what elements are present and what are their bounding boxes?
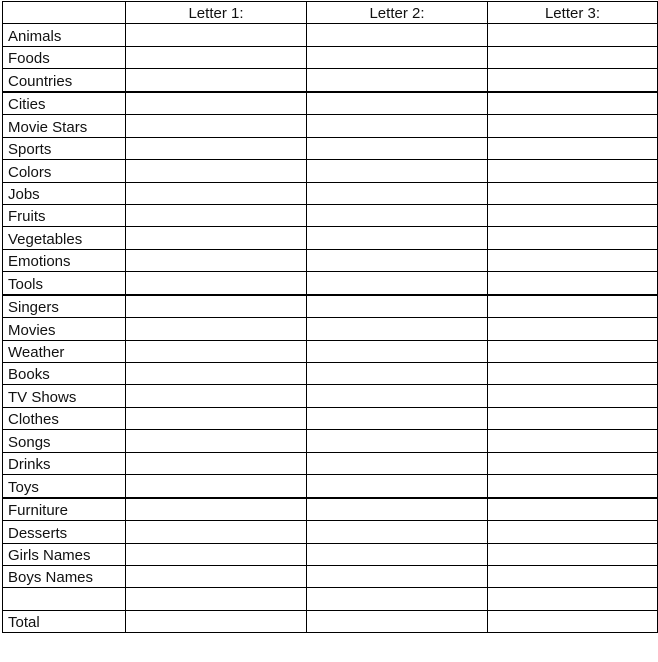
answer-cell-letter-3[interactable] [488, 137, 658, 159]
answer-cell-letter-1[interactable] [126, 204, 307, 226]
answer-cell-letter-1[interactable] [126, 498, 307, 521]
category-label [3, 588, 126, 610]
header-letter-2: Letter 2: [307, 2, 488, 24]
answer-cell-letter-3[interactable] [488, 430, 658, 452]
category-label: Toys [3, 475, 126, 498]
answer-cell-letter-2[interactable] [307, 521, 488, 543]
answer-cell-letter-1[interactable] [126, 610, 307, 632]
answer-cell-letter-3[interactable] [488, 249, 658, 271]
answer-cell-letter-3[interactable] [488, 160, 658, 182]
table-row [3, 227, 658, 249]
table-row [3, 295, 658, 318]
category-label: Emotions [3, 249, 126, 271]
category-label: Colors [3, 160, 126, 182]
header-letter-3: Letter 3: [488, 2, 658, 24]
answer-cell-letter-1[interactable] [126, 385, 307, 407]
answer-cell-letter-1[interactable] [126, 227, 307, 249]
answer-cell-letter-2[interactable] [307, 610, 488, 632]
answer-cell-letter-1[interactable] [126, 115, 307, 137]
answer-cell-letter-3[interactable] [488, 92, 658, 115]
table-row [3, 588, 658, 610]
answer-cell-letter-1[interactable] [126, 46, 307, 68]
category-label: Girls Names [3, 543, 126, 565]
category-label: Furniture [3, 498, 126, 521]
answer-cell-letter-3[interactable] [488, 272, 658, 295]
answer-cell-letter-3[interactable] [488, 115, 658, 137]
table-row [3, 318, 658, 340]
category-rows [3, 24, 658, 633]
answer-cell-letter-1[interactable] [126, 295, 307, 318]
answer-cell-letter-2[interactable] [307, 407, 488, 429]
category-label: TV Shows [3, 385, 126, 407]
answer-cell-letter-1[interactable] [126, 521, 307, 543]
category-label: Vegetables [3, 227, 126, 249]
answer-cell-letter-3[interactable] [488, 565, 658, 587]
table-row [3, 115, 658, 137]
answer-cell-letter-3[interactable] [488, 498, 658, 521]
answer-cell-letter-1[interactable] [126, 249, 307, 271]
category-label: Foods [3, 46, 126, 68]
category-label: Fruits [3, 204, 126, 226]
category-label: Songs [3, 430, 126, 452]
table-row [3, 204, 658, 226]
answer-cell-letter-3[interactable] [488, 521, 658, 543]
category-label: Books [3, 363, 126, 385]
answer-cell-letter-3[interactable] [488, 543, 658, 565]
answer-cell-letter-2[interactable] [307, 543, 488, 565]
table-row [3, 249, 658, 271]
category-label: Jobs [3, 182, 126, 204]
answer-cell-letter-2[interactable] [307, 498, 488, 521]
answer-cell-letter-2[interactable] [307, 160, 488, 182]
answer-cell-letter-1[interactable] [126, 272, 307, 295]
category-label: Clothes [3, 407, 126, 429]
table-row [3, 498, 658, 521]
table-row [3, 182, 658, 204]
answer-cell-letter-3[interactable] [488, 204, 658, 226]
answer-cell-letter-3[interactable] [488, 407, 658, 429]
table-row [3, 137, 658, 159]
answer-cell-letter-2[interactable] [307, 272, 488, 295]
answer-cell-letter-2[interactable] [307, 227, 488, 249]
category-label: Total [3, 610, 126, 632]
category-label: Sports [3, 137, 126, 159]
answer-cell-letter-2[interactable] [307, 249, 488, 271]
answer-cell-letter-2[interactable] [307, 24, 488, 46]
table-row [3, 475, 658, 498]
answer-cell-letter-3[interactable] [488, 295, 658, 318]
table-row [3, 46, 658, 68]
table-row [3, 385, 658, 407]
answer-cell-letter-1[interactable] [126, 430, 307, 452]
category-label: Drinks [3, 452, 126, 474]
answer-cell-letter-1[interactable] [126, 565, 307, 587]
answer-cell-letter-2[interactable] [307, 69, 488, 92]
category-label: Singers [3, 295, 126, 318]
answer-cell-letter-2[interactable] [307, 475, 488, 498]
table-row [3, 363, 658, 385]
answer-cell-letter-1[interactable] [126, 92, 307, 115]
answer-cell-letter-3[interactable] [488, 475, 658, 498]
category-label: Weather [3, 340, 126, 362]
answer-cell-letter-1[interactable] [126, 24, 307, 46]
table-row [3, 92, 658, 115]
answer-cell-letter-3[interactable] [488, 318, 658, 340]
category-label: Movies [3, 318, 126, 340]
header-row [3, 2, 658, 24]
answer-cell-letter-1[interactable] [126, 182, 307, 204]
answer-cell-letter-2[interactable] [307, 385, 488, 407]
answer-cell-letter-3[interactable] [488, 227, 658, 249]
answer-cell-letter-2[interactable] [307, 340, 488, 362]
answer-cell-letter-2[interactable] [307, 430, 488, 452]
answer-cell-letter-1[interactable] [126, 475, 307, 498]
answer-cell-letter-1[interactable] [126, 318, 307, 340]
category-label: Movie Stars [3, 115, 126, 137]
answer-cell-letter-2[interactable] [307, 318, 488, 340]
table-row [3, 565, 658, 587]
table-row [3, 610, 658, 632]
table-row [3, 272, 658, 295]
table-row [3, 407, 658, 429]
header-letter-1: Letter 1: [126, 2, 307, 24]
answer-cell-letter-2[interactable] [307, 92, 488, 115]
answer-cell-letter-3[interactable] [488, 363, 658, 385]
answer-cell-letter-3[interactable] [488, 24, 658, 46]
table-row [3, 543, 658, 565]
table-row [3, 452, 658, 474]
answer-cell-letter-1[interactable] [126, 69, 307, 92]
answer-cell-letter-2[interactable] [307, 565, 488, 587]
table-row [3, 521, 658, 543]
answer-cell-letter-2[interactable] [307, 452, 488, 474]
category-label: Animals [3, 24, 126, 46]
category-label: Tools [3, 272, 126, 295]
table-row [3, 430, 658, 452]
answer-cell-letter-1[interactable] [126, 160, 307, 182]
category-label: Boys Names [3, 565, 126, 587]
category-label: Countries [3, 69, 126, 92]
answer-cell-letter-2[interactable] [307, 182, 488, 204]
answer-cell-letter-1[interactable] [126, 363, 307, 385]
answer-cell-letter-1[interactable] [126, 452, 307, 474]
answer-cell-letter-3[interactable] [488, 182, 658, 204]
category-label: Desserts [3, 521, 126, 543]
answer-cell-letter-3[interactable] [488, 610, 658, 632]
answer-cell-letter-1[interactable] [126, 340, 307, 362]
table-row [3, 160, 658, 182]
answer-cell-letter-3[interactable] [488, 588, 658, 610]
answer-cell-letter-3[interactable] [488, 69, 658, 92]
answer-cell-letter-3[interactable] [488, 340, 658, 362]
category-game-sheet [2, 1, 658, 633]
answer-cell-letter-3[interactable] [488, 385, 658, 407]
answer-cell-letter-2[interactable] [307, 588, 488, 610]
answer-cell-letter-1[interactable] [126, 137, 307, 159]
table-row [3, 24, 658, 46]
header-corner-cell [3, 2, 126, 24]
answer-cell-letter-2[interactable] [307, 295, 488, 318]
answer-cell-letter-2[interactable] [307, 137, 488, 159]
answer-cell-letter-3[interactable] [488, 452, 658, 474]
answer-cell-letter-2[interactable] [307, 363, 488, 385]
table-row [3, 340, 658, 362]
answer-cell-letter-1[interactable] [126, 543, 307, 565]
answer-cell-letter-2[interactable] [307, 46, 488, 68]
table-row [3, 69, 658, 92]
answer-cell-letter-2[interactable] [307, 115, 488, 137]
answer-cell-letter-2[interactable] [307, 204, 488, 226]
answer-cell-letter-1[interactable] [126, 407, 307, 429]
answer-cell-letter-3[interactable] [488, 46, 658, 68]
category-label: Cities [3, 92, 126, 115]
answer-cell-letter-1[interactable] [126, 588, 307, 610]
